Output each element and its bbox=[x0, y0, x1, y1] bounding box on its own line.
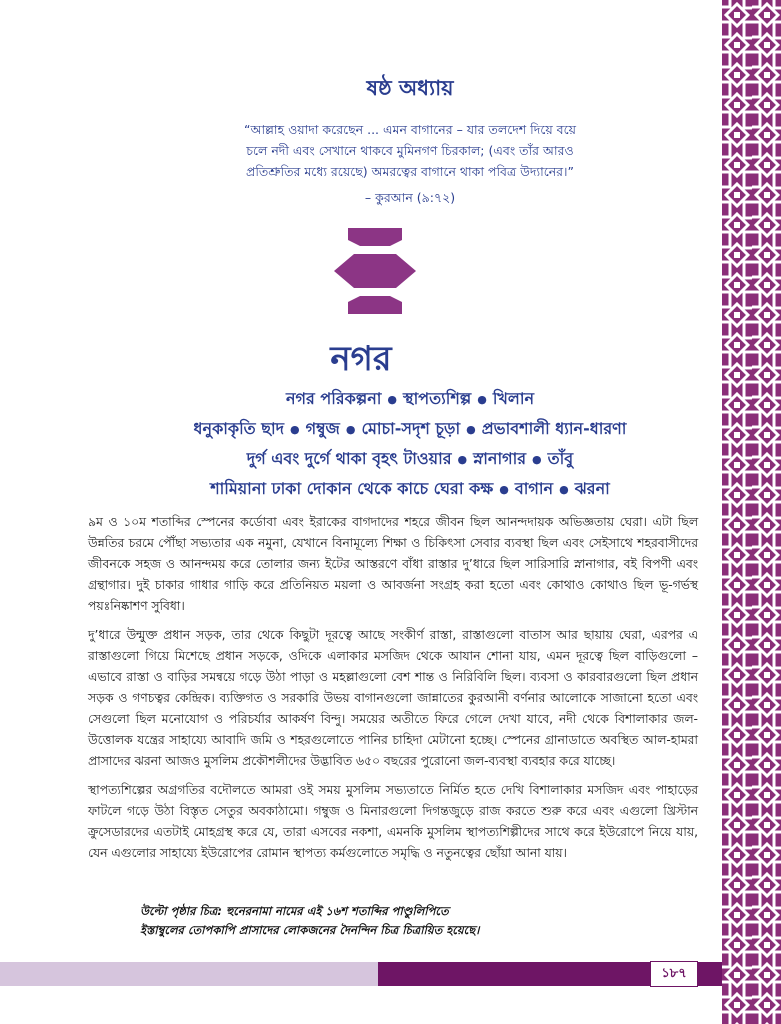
chapter-title: ষষ্ঠ অধ্যায় bbox=[366, 76, 454, 100]
topic-list bbox=[100, 384, 720, 504]
topic-item: প্রভাবশালী ধ্যান-ধারণা bbox=[481, 419, 627, 438]
bullet-separator-icon: ● bbox=[290, 423, 300, 436]
topic-item: শামিয়ানা ঢাকা দোকান থেকে কাচে ঘেরা কক্ষ bbox=[210, 479, 494, 498]
topic-item: ঝরনা bbox=[574, 479, 610, 498]
bullet-separator-icon: ● bbox=[499, 483, 509, 496]
topic-item: স্থাপত্যশিল্প bbox=[403, 389, 472, 408]
bullet-separator-icon: ● bbox=[466, 423, 476, 436]
caption-line: উল্টো পৃষ্ঠার চিত্র: হুনেরনামা নামের এই ১৬শ শতাব্দির পাণ্ডুলিপিতে bbox=[140, 904, 449, 918]
body-paragraph: দু’ধারে উন্মুক্ত প্রধান সড়ক, তার থেকে কিছুটা দূরত্বে আছে সংকীর্ণ রাস্তা, রাস্তাগুলো বাতাস আর ছায়ায় ঘেরা, এরপর এ রাস্তাগুলো গিয়ে মিশেছে প্রধান সড়কে, ওদিকে এলাকার মসজিদ থেকে আযান শোনা যায়, এমন দূরত্বে ছিল বাড়িগুলো – এভাবে রাস্তা ও বাড়ির সমন্বয়ে গড়ে উঠা পাড়া ও মহল্লাগুলো বেশ শান্ত ও নিরিবিলি ছিল। ব্যবসা ও কারবারগুলো ছিল প্রধান সড়ক ও গণচত্বর কেন্দ্রিক। ব্যক্তিগত ও সরকারি উভয় বাগানগুলো জান্নাতের কুরআনী বর্ণনার আলোকে সাজানো হতো এবং সেগুলো ছিল মনোযোগ ও পরিচর্যার আকর্ষণ বিন্দু। সময়ের অতীতে ফিরে গেলে দেখা যাবে, নদী থেকে বিশালাকার জল-উত্তোলক যন্ত্রের সাহায্যে আবাদি জমি ও শহরগুলোতে পানির চাহিদা মেটানো হচ্ছে। স্পেনের গ্রানাডাতে অবস্থিত আল-হামরা প্রাসাদের ঝরনা আজও মুসলিম প্রকৌশলীদের উদ্ভাবিত ৬৫০ বছরের পুরোনো জল-ব্যবস্থা ব্যবহার করে যাচ্ছে। bbox=[88, 628, 698, 768]
topic-item: ধনুকাকৃতি ছাদ bbox=[193, 419, 284, 438]
topic-item: বাগান bbox=[514, 479, 554, 498]
chapter-header bbox=[110, 72, 710, 210]
footer-bar-light bbox=[0, 962, 378, 986]
bullet-separator-icon: ● bbox=[559, 483, 569, 496]
topic-item: গম্বুজ bbox=[305, 419, 340, 438]
quote-line: “আল্লাহ ওয়াদা করেছেন ... এমন বাগানের – যার তলদেশ দিয়ে বয়ে bbox=[243, 122, 577, 137]
topic-line bbox=[100, 384, 720, 414]
chapter-quote bbox=[110, 119, 710, 182]
topic-item: তাঁবু bbox=[547, 449, 574, 468]
bullet-separator-icon: ● bbox=[387, 393, 398, 406]
body-paragraph: ৯ম ও ১০ম শতাব্দির স্পেনের কর্ডোবা এবং ইরাকের বাগদাদের শহরে জীবন ছিল আনন্দদায়ক অভিজ্ঞতায় ঘেরা। এটা ছিল উন্নতির চরমে পৌঁছা সভ্যতার এক নমুনা, যেখানে বিনামূল্যে শিক্ষা ও চিকিৎসা সেবার ব্যবস্থা ছিল এবং সেইসাথে শহরবাসীদের জীবনকে সহজ ও আনন্দময় করে তোলার জন্য ইটের আস্তরণে বাঁধা রাস্তার দু’ধারে ছিল সারিসারি স্নানাগার, বই বিপণী এবং গ্রন্থাগার। দুই চাকার গাধার গাড়ি করে প্রতিনিয়ত ময়লা ও আবর্জনা সংগ্রহ করা হতো এবং কোথাও কোথাও ছিল ভূ-গর্ভস্থ পয়ঃনিষ্কাশণ সুবিধা। bbox=[88, 515, 698, 613]
topic-line bbox=[100, 414, 720, 444]
topic-item: নগর পরিকল্পনা bbox=[285, 389, 382, 408]
page-number: ১৮৭ bbox=[650, 961, 698, 987]
topic-item: দুর্গ এবং দুর্গে থাকা বৃহৎ টাওয়ার bbox=[246, 449, 452, 468]
quote-source: – কুরআন (৯:৭২) bbox=[364, 190, 456, 205]
quote-line: চলে নদী এবং সেখানে থাকবে মুমিনগণ চিরকাল; (এবং তাঁর আরও bbox=[246, 143, 574, 158]
topic-line bbox=[100, 444, 720, 474]
topic-item: খিলান bbox=[492, 389, 535, 408]
image-caption bbox=[140, 902, 660, 940]
body-text bbox=[88, 512, 698, 872]
caption-line: ইস্তাম্বুলের তোপকাপি প্রাসাদের লোকজনের দৈনন্দিন চিত্র চিত্রায়িত হয়েছে। bbox=[140, 923, 480, 937]
quote-line: প্রতিশ্রুতির মধ্যে রয়েছে) অমরত্বের বাগানে থাকা পবিত্র উদ্যানের।” bbox=[246, 164, 574, 179]
topic-item: স্নানাগার bbox=[473, 449, 527, 468]
page-title: নগর bbox=[330, 339, 392, 379]
bullet-separator-icon: ● bbox=[345, 423, 356, 436]
bullet-separator-icon: ● bbox=[532, 453, 542, 466]
bullet-separator-icon: ● bbox=[457, 453, 468, 466]
topic-item: মোচা-সদৃশ চূড়া bbox=[361, 419, 461, 438]
decorative-pattern-border bbox=[722, 0, 781, 1024]
topic-line bbox=[100, 474, 720, 504]
chapter-ornament-icon bbox=[330, 226, 420, 316]
body-paragraph: স্থাপত্যশিল্পের অগ্রগতির বদৌলতে আমরা ওই সময় মুসলিম সভ্যতাতে নির্মিত হতে দেখি বিশালাকার মসজিদ এবং পাহাড়ের ফাটলে গড়ে উঠা বিস্তৃত সেতুর অবকাঠামো। গম্বুজ ও মিনারগুলো দিগন্তজুড়ে রাজ করতে শুরু করে এবং এগুলো খ্রিস্টান ক্রুসেডারদের এতটাই মোহগ্রস্থ করে যে, তারা এসবের নকশা, এমনকি মুসলিম স্থাপত্যশিল্পীদের সাথে করে ইউরোপে নিয়ে যায়, যেন এগুলোর সাহায্যে ইউরোপের রোমান স্থাপত্য কর্মগুলোতে সমৃদ্ধি ও নতুনত্বের ছোঁয়া আনা যায়। bbox=[88, 783, 698, 860]
bullet-separator-icon: ● bbox=[477, 393, 487, 406]
